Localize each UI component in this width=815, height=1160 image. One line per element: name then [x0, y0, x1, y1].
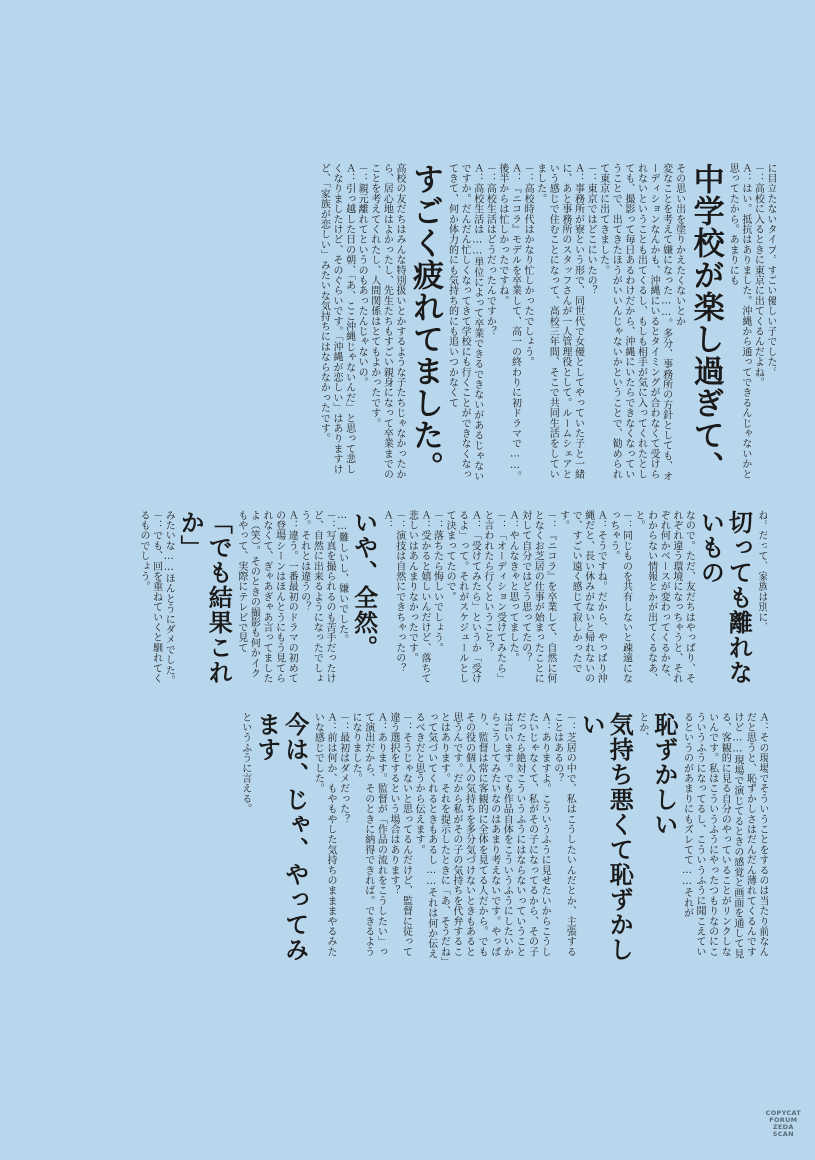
paragraph: Ａ：はい。抵抗はありました。沖縄から通ってできるんじゃないかと思ってたから。あまりにも: [727, 163, 751, 480]
pull-quote-subtext: その思い出を塗りかえたくないとか: [673, 163, 685, 327]
paragraph: Ａ：ありますよ。こういうふうに見せたいからこうしたいじゃなくて、私がその子になってるから、その子だったら絶対こういうふうにはならないっていうことは言います。でも作品自体をこういうふうにしたいからこうしてみたいなのはあまり考えないです。やっぱり、監督は常に客観的に全体を見てる人だから。でもその役の個人の気持ちを多分気づけないときもあると思うんです。だから私がその子の気持ちを代弁することはあります。それを提示したときに「あ、そうだね」って気づいてくれるときもあるし……それは何か伝えるべきだと思うから伝えます。: [413, 712, 551, 962]
paragraph: －：芝居の中で、私はこうしたいんだとか、主張することはあるの？: [551, 712, 576, 957]
paragraph: Ａ：その現場でそういうことをするのは当たり前なんだと思うと、恥ずかしさはだんだん薄れてくるんですけど……現場で演じてるときの感覚と画面を通して見る、客観的に見る自分のやっていることがリンクしないんです。私はこういうふうにやったつもりなのにこういうふうになってるし、こういうふうに聞こえているというのがあまりにもズレてて……それが: [681, 712, 768, 959]
paragraph: －：『ニコラ』を卒業して、自然に何となくお芝居の仕事が始まったことに対して自分ではどう思ってたの？: [519, 510, 556, 684]
pull-quote-heading: 切っても離れないもの: [696, 510, 753, 685]
paragraph: －：演技は自然にできちゃったの？: [393, 510, 405, 674]
credit-line: COPYCAT: [765, 1109, 801, 1117]
paragraph: Ａ：違う。一番最初のドラマの初めての登場シーンはほんとうにもう見てられなくて、ぎゃあぎゃあ言ってましたよ（笑）。そのときの撮影も何かイクもやって、実際にテレビで見て: [235, 510, 298, 684]
paragraph: なので。ただ、友だちはやっぱり、それぞれ違う環境になっちゃうと、それぞれ何かベースが変わってくるかな、わからない情報とかが出てくるなあ、と。: [633, 510, 695, 684]
paragraph: －：高校時代はかなり忙しかったでしょう。: [522, 163, 534, 367]
paragraph: －：高校生活はどうだったんですか？: [484, 163, 496, 337]
paragraph: －：そうじゃないと思ってるんだけど、監督に従って違う選択をするという場合はあります？: [387, 712, 412, 957]
paragraph: －：「オーディション受けてみたら」と言われたら行くということ？: [481, 510, 506, 684]
pull-quote-heading: 気持ち悪くて恥ずかしい: [577, 712, 634, 962]
paragraph: －：親元離れてというのもあったんじゃないの。: [356, 163, 368, 388]
paragraph: －：東京ではどこにいたの？: [585, 163, 597, 296]
pull-quote-heading: 今は、じゃ、やってみます: [252, 712, 309, 962]
pull-quote-heading: 恥ずかしい: [649, 712, 678, 837]
paragraph: Ａ：引っ越した日の朝、「あ、ここ沖縄じゃないんだ」と思って悲しくなりましたけど、そのぐらいです。「沖縄が恋しい」はありますけど、「家族が恋しい」みたいな気持ちにはならなかったです。: [318, 163, 355, 475]
paragraph: Ａ：あります。監督が「作品の流れをこうしたい」って演出だから、そのときに納得できれば。できるようになりました。: [350, 712, 387, 957]
credit-line: ZEDA: [772, 1123, 794, 1131]
paragraph: －：最初はダメだった？: [337, 712, 349, 825]
pull-quote-heading: 「でも結果これか」: [176, 510, 233, 685]
pull-quote-heading: すごく疲れてました。: [406, 163, 443, 483]
paragraph: Ａ：高校生活は……単位によって卒業できるできないがあるじゃないですか。だんだん忙しくなってきて学校にも行くことができなくなってきて、何か体力的にも気持ち的にも追いつかなくて: [446, 163, 483, 482]
paragraph: Ａ：そうですね。だから、やっぱり沖縄だと、長い休みがないと帰れないので、すごい遠く感じて寂しかったです。: [557, 510, 607, 684]
paragraph: 変なことを考えて嫌になった……。多分、事務所の方針としても、オーディションなんかも、沖縄にいるとタイミングが合わなくて受けられないということも出てくるし、もしも相手が気に入ってくれたとしても、撮影って毎日あるわけだから、沖縄にいたらできなくなっていうことで、出てきたほうがいいんじゃないかということで、勧められて東京に出てきました。: [597, 163, 672, 482]
paragraph: Ａ：事務所が寮という形で、同世代で女優としてやっていた子と一緒に、あと事務所のスタッフさんが一人管理役として。ルームシェアという感じで住むことになって、高校三年間、そこで共同生活をしていました。: [534, 163, 584, 480]
paragraph: －：でも、回を重ねていくと馴れてくるものでしょう。: [138, 510, 162, 684]
paragraph: －：同じものを共有しないと疎遠になっちゃう。: [607, 510, 632, 684]
paragraph: －：落ちたら悔しいでしょう。: [431, 510, 443, 653]
paragraph: に目立たないタイプ。すごい優しい子でした。: [765, 163, 776, 378]
paragraph: ……難しいし、嫌いでした。: [336, 510, 348, 645]
interview-middle-block: [40, 510, 767, 688]
pull-quote-heading: いや、全然。: [349, 510, 378, 660]
interview-top-block: [38, 163, 776, 483]
paragraph: Ａ：: [381, 510, 393, 531]
paragraph: －：高校に入るときに東京に出てくるんだよね。: [752, 163, 764, 388]
paragraph: Ａ：やんなきゃと思ってました。: [507, 510, 519, 663]
credit-line: FORUM: [769, 1116, 798, 1124]
scan-credit: [766, 1110, 801, 1138]
paragraph: というふうに言える。: [239, 712, 251, 814]
paragraph: ね。だって、家族は別に、: [756, 510, 767, 633]
credit-line: SCAN: [772, 1130, 794, 1138]
paragraph: Ａ：『ニコラ』モデルを卒業して、高一の終わりに初ドラマで……。後半からは忙しかったですね。: [496, 163, 521, 482]
paragraph: －：写真を撮られるのも苦手だったけど、自然に出来るようになったでしょう。それとは違うの？: [298, 510, 335, 684]
paragraph: Ａ：「受けてみたら」というか「受けるよ」って。それがスケジュールとして決まってたので。: [444, 510, 481, 684]
pull-quote-heading: 中学校が楽し過ぎて、: [687, 163, 724, 483]
paragraph: Ａ：前は何か、もやもやした気持ちのまままやるみたいな感じでした。: [312, 712, 336, 957]
paragraph: 高校の友だちはみんな特別扱いとかするような子たちじゃなかったから、居心地はよかったし、先生たちもすごい親身になって卒業までのことを考えてくれたし、人間関係はとてもよかったです。: [368, 163, 405, 480]
paragraph: Ａ：受かると嬉しいんだけど、落ちて悲しいはあんまりなかったです。: [406, 510, 430, 684]
paragraph: みたいな……ほんとうにダメでした。: [163, 510, 175, 686]
interview-bottom-block: [48, 712, 768, 962]
paragraph: とか、: [636, 712, 648, 743]
